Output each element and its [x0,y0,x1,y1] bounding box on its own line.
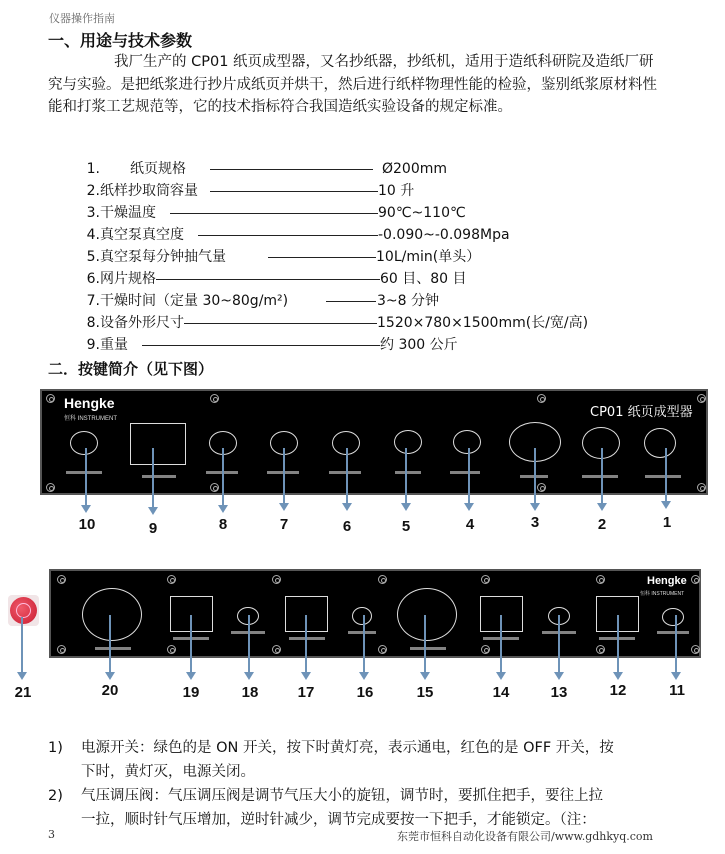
intro-text: 我厂生产的 CP01 纸页成型器，又名抄纸器，抄纸机，适用于造纸科研院及造纸厂研究与实验。是把纸浆进行抄片成纸页并烘干，然后进行纸样物理性能的检验，鉴别纸浆原材料性能和打浆工艺规范等，它的技术指标符合我国造纸实验设备的规定标准。 [48,54,657,115]
callout-number: 20 [101,682,119,699]
brand-logo: Hengke [647,575,687,587]
spec-number: 2. [86,183,100,199]
switch-knob-4[interactable] [453,430,481,454]
brand-subtitle: 恒科 INSTRUMENT [640,591,685,597]
spec-number: 1. [86,161,100,177]
spec-number: 7. [86,293,100,309]
footer-company: 东莞市恒科自动化设备有限公司/www.gdhkyq.com [397,830,653,843]
callout-arrow [222,448,224,506]
callout-arrow [558,615,560,673]
callout-number: 14 [492,684,510,701]
spec-number: 3. [86,205,100,221]
callout-number: 15 [416,684,434,701]
screw-icon [691,575,700,584]
model-name: CP01 纸页成型器 [590,405,693,420]
note-line: 一拉，顺时针气压增加，逆时针减少，调节完成要按一下把手，才能锁定。（注： [81,812,596,828]
screw-icon [46,394,55,403]
callout-arrow [346,448,348,504]
spec-value: 10 升 [378,183,415,199]
callout-number: 9 [148,520,158,537]
spec-item [70,202,670,224]
switch-knob-16[interactable] [352,607,372,625]
callout-number: 13 [550,684,568,701]
callout-arrow [248,615,250,673]
spec-item [70,224,670,246]
vacuum-switch-knob[interactable] [70,431,98,455]
power-switch-knob[interactable] [644,428,676,458]
control-panel-bottom [49,569,701,658]
spec-name: 干燥温度 [100,205,156,221]
pressure-gauge-left [82,588,142,641]
spec-name: 纸页规格 [130,161,186,177]
screw-icon [57,575,66,584]
screw-icon [272,645,281,654]
spec-item [70,246,670,268]
spec-name: 重量 [100,337,128,353]
screw-icon [481,645,490,654]
emergency-stop-icon [10,597,37,624]
callout-number: 6 [342,518,352,535]
spec-name: 真空泵真空度 [100,227,184,243]
callout-number: 1 [662,514,672,531]
spec-name: 网片规格 [100,271,156,287]
note-number: 1) [48,740,63,756]
spec-item [70,158,670,180]
callout-arrow [500,615,502,673]
callout-number: 12 [609,682,627,699]
callout-arrow [283,448,285,504]
screw-icon [697,394,706,403]
timer-display [130,423,186,465]
control-panel-top [40,389,708,495]
note-number: 2) [48,788,63,804]
section-heading-purpose: 一、用途与技术参数 [48,31,193,50]
button-label-mark [645,475,681,478]
callout-arrow [152,448,154,508]
spec-value: -0.090~-0.098Mpa [378,227,510,243]
leader-line [326,301,376,302]
screw-icon [210,394,219,403]
screw-icon [596,645,605,654]
brand-logo: Hengke [64,395,115,411]
callout-arrow [665,448,667,502]
callout-arrow [109,615,111,673]
switch-knob-11[interactable] [662,608,684,626]
spec-value: 1520×780×1500mm(长/宽/高) [377,315,589,331]
leader-line [156,279,380,280]
spec-value: 约 300 公斤 [380,337,458,353]
button-label-mark [289,637,325,640]
callout-number: 11 [669,682,685,699]
callout-number: 10 [78,516,96,533]
spec-number: 6. [86,271,100,287]
button-label-mark [95,647,131,650]
leader-line [170,213,378,214]
button-label-mark [410,647,446,650]
spec-number: 8. [86,315,100,331]
screw-icon [697,483,706,492]
callout-number: 19 [182,684,200,701]
screw-icon [481,575,490,584]
leader-line [210,169,373,170]
leader-line [210,191,378,192]
note-line: 气压调压阀：气压调压阀是调节气压大小的旋钮，调节时，要抓住把手，要往上拉 [81,788,603,804]
spec-item [70,268,670,290]
leader-line [268,257,376,258]
button-label-mark [142,475,176,478]
document-header: 仪器操作指南 [49,12,115,25]
spec-value: 90℃~110℃ [378,205,466,221]
screw-icon [46,483,55,492]
screw-icon [596,575,605,584]
leader-line [184,323,377,324]
spec-value: 10L/min(单头） [376,249,481,265]
callout-arrow [405,448,407,504]
callout-arrow [534,448,536,504]
switch-knob-5[interactable] [394,430,422,454]
spec-list [70,158,670,358]
callout-arrow [675,615,677,673]
brand-subtitle: 恒科 INSTRUMENT [64,416,117,422]
callout-arrow [363,615,365,673]
screw-icon [537,394,546,403]
callout-number: 8 [218,516,228,533]
note-line: 电源开关：绿色的是 ON 开关，按下时黄灯亮，表示通电，红色的是 OFF 开关，按 [81,740,614,756]
leader-line [198,235,378,236]
callout-arrow [305,615,307,673]
button-label-mark [348,631,376,634]
callout-arrow [21,617,23,673]
button-label-mark [657,631,689,634]
callout-arrow [601,448,603,504]
section-heading-buttons: 二．按键简介（见下图） [48,360,214,378]
screw-icon [167,575,176,584]
spec-number: 5. [86,249,100,265]
spec-name: 干燥时间（定量 30~80g/m²) [100,293,289,309]
spec-number: 9. [86,337,100,353]
screw-icon [167,645,176,654]
spec-number: 4. [86,227,100,243]
callout-arrow [424,615,426,673]
callout-number: 5 [401,518,411,535]
screw-icon [210,483,219,492]
screw-icon [272,575,281,584]
spec-item [70,312,670,334]
callout-arrow [617,615,619,673]
button-label-mark [66,471,102,474]
spec-item [70,334,670,356]
callout-arrow [85,448,87,506]
callout-number: 17 [297,684,315,701]
button-label-mark [450,471,480,474]
spec-item [70,290,670,312]
spec-name: 真空泵每分钟抽气量 [100,249,226,265]
callout-number: 2 [597,516,607,533]
spec-value: 3~8 分钟 [377,293,439,309]
intro-paragraph [48,51,668,119]
callout-arrow [468,448,470,504]
spec-name: 纸样抄取筒容量 [100,183,198,199]
screw-icon [537,483,546,492]
spec-value: Ø200mm [382,161,448,177]
callout-number: 21 [14,684,32,701]
screw-icon [691,645,700,654]
callout-number: 18 [241,684,259,701]
emergency-stop-button[interactable] [8,595,39,626]
spec-value: 60 目、80 目 [380,271,467,287]
spec-item [70,180,670,202]
button-label-mark [395,471,421,474]
callout-number: 4 [465,516,475,533]
page-number: 3 [48,828,55,841]
button-label-mark [329,471,361,474]
leader-line [142,345,380,346]
spec-name: 设备外形尺寸 [100,315,184,331]
screw-icon [57,645,66,654]
callout-number: 7 [279,516,289,533]
button-label-mark [582,475,618,478]
callout-number: 3 [530,514,540,531]
callout-number: 16 [356,684,374,701]
callout-arrow [190,615,192,673]
note-line: 下时，黄灯灭，电源关闭。 [81,764,255,780]
screw-icon [378,645,387,654]
pressure-gauge-right [397,588,457,641]
screw-icon [378,575,387,584]
